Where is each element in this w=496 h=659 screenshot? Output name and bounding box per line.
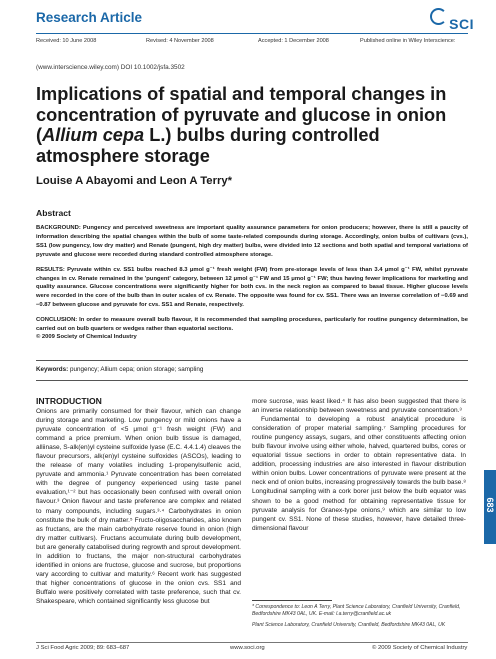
abstract-copyright: © 2009 Society of Chemical Industry [36,333,137,340]
title-part-1: Implications of spatial and temporal changes in concentration of pyruvate and glucose in onion ( [36,84,447,145]
footer-citation: J Sci Food Agric 2009; 89: 683–687 [36,645,130,651]
authors: Louise A Abayomi and Leon A Terry* [36,175,233,187]
footnote [252,604,466,629]
header-rule [36,33,468,34]
published-online: Published online in Wiley Interscience: [360,38,456,44]
page-number: 683 [485,497,495,513]
title-part-2: L.) bulbs during controlled atmosphere storage [36,125,380,166]
abstract-body [36,224,468,340]
page-number-tab [484,470,496,544]
keywords-rule [36,380,468,381]
abstract-rule [36,360,468,361]
received-date: Received: 10 June 2008 [36,38,97,44]
introduction-heading: INTRODUCTION [36,396,102,406]
footer-copyright: © 2009 Society of Chemical Industry [372,645,468,651]
sci-logo-icon [430,8,447,25]
sci-logo-text: SCI [449,16,474,32]
doi-line: (www.interscience.wiley.com) DOI 10.1002/jsfa.3502 [36,64,185,71]
abstract-background: BACKGROUND: Pungency and perceived sweetness are important quality assurance parameters for onion producers; however, there is still a paucity of information describing the spatial changes within the bulb of some taste-related compounds during storage. Accordingly, onion bulbs of cultivars (cvs.), SS1 (low pungency, low dry matter) and Renate (pungent, high dry matter) bulbs, were divided into 12 sections and both spatial and temporal variations of pyruvate and glucose were recorded during standard controlled atmosphere storage. [36,225,468,258]
accepted-date: Accepted: 1 December 2008 [258,38,329,44]
keywords-label: Keywords: [36,366,69,373]
abstract-conclusion: CONCLUSION: In order to measure overall bulb flavour, it is recommended that sampling procedures, particularly for routine pungency determination, be carried out on bulb quarters or wedges rather than equatorial sections. [36,317,468,333]
keywords [36,366,203,373]
correspondence-note: * Correspondence to: Leon A Terry, Plant Science Laboratory, Cranfield University, Cranfield, Bedfordshire MK43 0AL, UK. E-mail: l.a.terry@cranfield.ac.uk [252,604,461,618]
intro-right-column [252,397,466,533]
footer-rule [36,642,468,643]
keywords-text: pungency; Allium cepa; onion storage; sampling [69,366,204,373]
footer-website[interactable]: www.soci.org [230,645,265,651]
section-label: Research Article [36,10,143,25]
intro-left-column [36,407,241,606]
title-italic: Allium cepa [42,125,145,145]
revised-date: Revised: 4 November 2008 [146,38,214,44]
intro-paragraph-1: Onions are primarily consumed for their flavour, which can change during storage and marketing. Low pungency or mild onions have a pyruvate concentration of <5 μmol g⁻¹ fresh weight (FW) and command a price premium. When onion bulb tissue is damaged, alliinase, S-alk(en)yl cysteine sulfoxide lyase (E.C. 4.4.1.4) cleaves the flavour precursors, alk(en)yl cysteine sulfoxides (ASCOs), leading to the release of many volatiles including 1-propenylsulfenic acid, pyruvate and ammonia.¹ Pyruvate concentration has been correlated with the degree of pungency experienced using taste panel evaluation,¹⁻² but has occasionally been confused with overall onion flavour.³ Onion flavour and taste preference are complex and related to many compounds, including sugars.³·⁴ Carbohydrates in onion constitute the bulk of dry matter.⁵ Fructo-oligosaccharides, also known as fructans, are the main carbohydrate reserve found in onion (high dry matter cultivars). Fructans accumulate during bulb development, but are generally catabolised during regrowth and sprout development. In addition to fructans, the major non-structural carbohydrates identified in onions are fructose, glucose and sucrose, but proportions vary according to cultivar and maturity.⁶ Recent work has suggested that higher concentrations of glucose in the onion cvs. SS1 and Buffalo were positively correlated with taste preference, such that cv. Shakespeare, which contained significantly less glucose but [36,408,241,605]
affiliation-note: Plant Science Laboratory, Cranfield University, Cranfield, Bedfordshire MK43 0AL, UK [252,621,446,628]
abstract-results: RESULTS: Pyruvate within cv. SS1 bulbs reached 8.3 μmol g⁻¹ fresh weight (FW) from pre-storage levels of less than 3.4 μmol g⁻¹ FW, whilst pyruvate changes in cv. Renate remained in the 'pungent' category, between 12 μmol g⁻¹ FW and 15 μmol g⁻¹ FW; thus having fewer implications for marketing and quality assurance. Glucose concentrations were significantly higher for both cvs. in the neck region as compared to basal tissue. Higher glucose levels were recorded in the core of the bulb than in outer scales of cv. Renate. The opposite was found for cv. SS1. There was an inverse correlation of −0.69 and −0.87 between glucose and pyruvate for cvs. SS1 and Renate, respectively. [36,266,468,309]
intro-paragraph-2: Fundamental to developing a robust analytical procedure is consideration of proper material sampling.⁷ Sampling procedures for routine pungency assays, sugars, and other constituents affecting onion bulb flavour involve using either whole, halved, quartered bulbs, cores or equatorial tissue sections in order to obtain representative data. In addition, processing industries are also interested in flavour distribution within onion bulbs. Lower concentrations of pyruvate were present at the neck end of onion bulbs, increasing progressively towards the bulb base.⁸ Longitudinal sampling with a cork borer just below the bulb equator was shown to be a good method for obtaining representative tissue for pyruvate analysis for Granex-type onions,⁹ which are similar to low pungent cv. SS1. None of these studies, however, have detailed three-dimensional flavour [252,416,466,532]
footnote-rule [252,600,332,601]
intro-paragraph-1-cont: more sucrose, was least liked.⁴ It has also been suggested that there is an inverse relationship between sweetness and pyruvate concentration.³ [252,398,466,415]
abstract-heading: Abstract [36,208,71,218]
sci-logo [428,8,474,34]
article-title [36,84,456,166]
